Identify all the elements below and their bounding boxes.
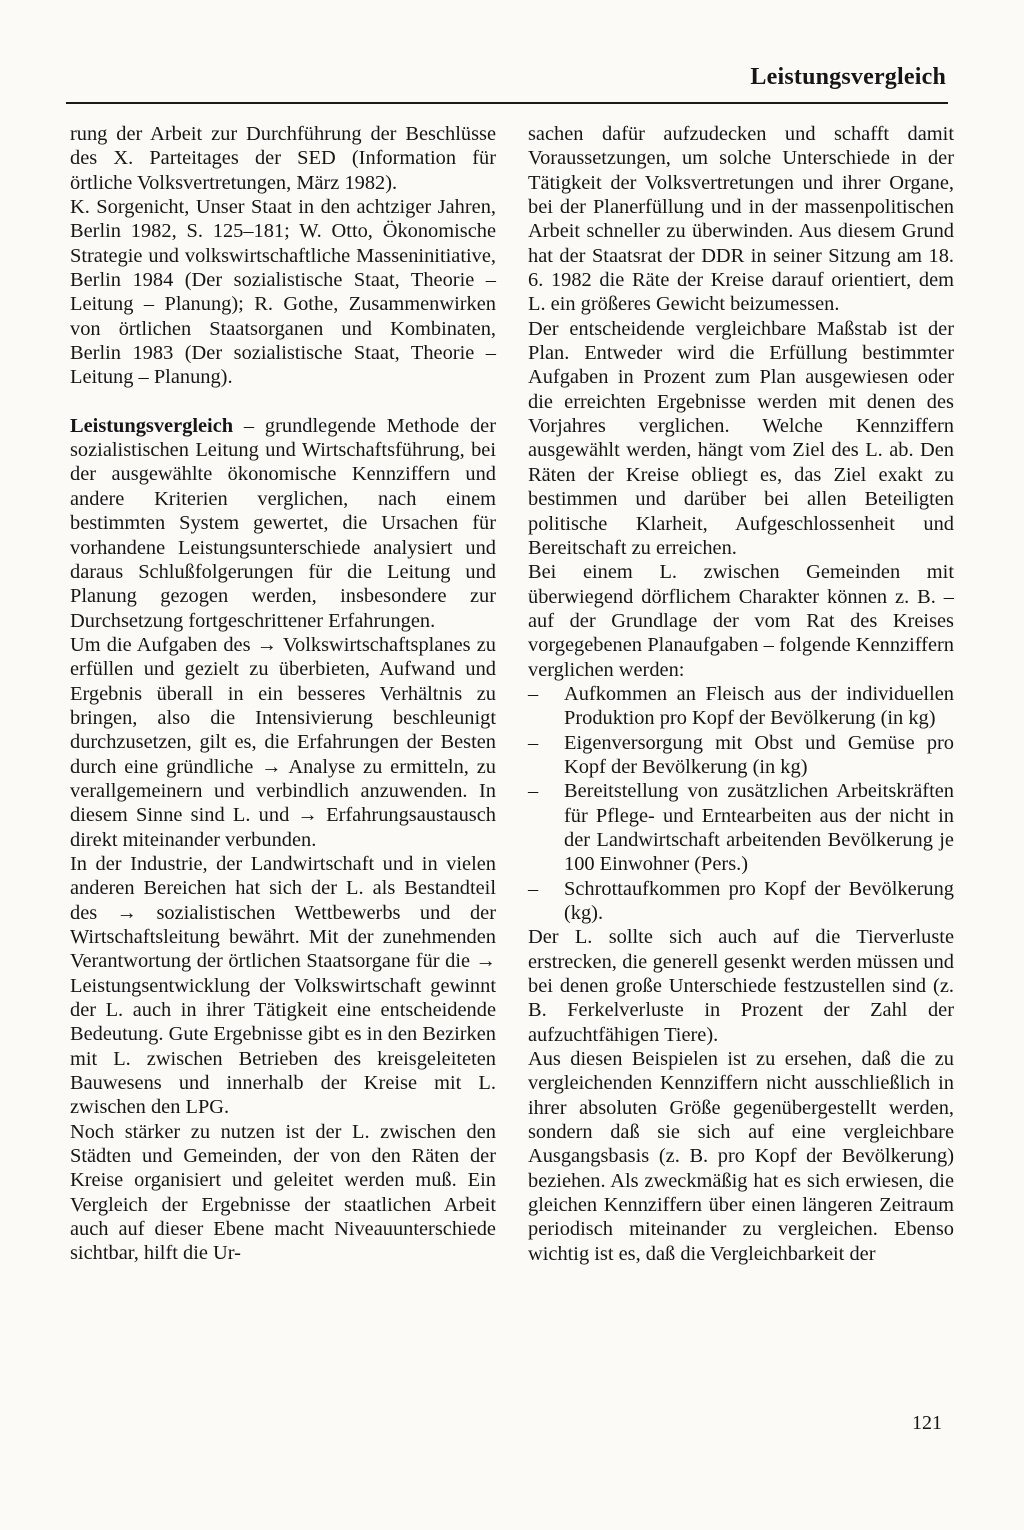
list-item (528, 731, 954, 780)
running-header (66, 62, 948, 104)
list-item (528, 779, 954, 876)
reference-paragraph: rung der Arbeit zur Durchführung der Beschlüsse des X. Parteitages der SED (Information für örtliche Volksvertretungen, März 1982). (70, 123, 496, 194)
indicator-list (528, 682, 954, 925)
list-dash: – (528, 682, 539, 705)
entry-paragraph (70, 414, 496, 633)
list-dash: – (528, 877, 539, 900)
list-item-text: Eigenversorgung mit Obst und Gemüse pro Kopf der Bevölkerung (in kg) (564, 731, 954, 778)
list-dash: – (528, 780, 539, 803)
reference-paragraph: K. Sorgenicht, Unser Staat in den achtziger Jahren, Berlin 1982, S. 125–181; W. Otto, Ökonomische Strategie und volkswirtschaftliche Masseninitiative, Berlin 1984 (Der sozialistische Staat, Theorie – Leitung – Planung); R. Gothe, Zusammenwirken von örtlichen Staatsorganen und Kombinaten, Berlin 1983 (Der sozialistische Staat, Theorie – Leitung – Planung). (70, 196, 496, 389)
running-header-title: Leistungsvergleich (750, 64, 946, 90)
body-paragraph: Noch stärker zu nutzen ist der L. zwischen den Städten und Gemeinden, der von den Räten der Kreise organisiert und geleitet werden muß. Ein Vergleich der Ergebnisse der staatlichen Arbeit auch auf dieser Ebene macht Niveauunterschiede sichtbar, hilft die Ur- (70, 1120, 496, 1265)
body-paragraph: Bei einem L. zwischen Gemeinden mit überwiegend dörflichem Charakter können z. B. – auf der Grundlage der vom Rat des Kreises vorgegebenen Planaufgaben – folgende Kennziffern verglichen werden: (528, 561, 954, 681)
paragraph-gap (70, 390, 496, 414)
entry-term: Leistungsvergleich (70, 414, 234, 437)
list-item-text: Bereitstellung von zusätzlichen Arbeitskräften für Pflege- und Erntearbeiten aus der nicht in der Landwirtschaft arbeitenden Bevölkerung je 100 Einwohner (Pers.) (564, 780, 954, 876)
body-paragraph: sachen dafür aufzudecken und schafft damit Voraussetzungen, um solche Unterschiede in der Tätigkeit der Volksvertretungen und ihrer Organe, bei der Planerfüllung und in der massenpolitischen Arbeit schneller zu überwinden. Aus diesem Grund hat der Staatsrat der DDR in seiner Sitzung am 18. 6. 1982 die Räte der Kreise darauf orientiert, dem L. ein größeres Gewicht beizumessen. (528, 123, 954, 316)
body-paragraph: Der entscheidende vergleichbare Maßstab ist der Plan. Entweder wird die Erfüllung bestimmter Aufgaben in Prozent zum Plan ausgewiesen oder die erreichten Ergebnisse werden mit denen des Vorjahres verglichen. Welche Kennziffern ausgewählt werden, hängt vom Ziel des L. ab. Den Räten der Kreise obliegt es, das Ziel exakt zu bestimmen und darüber bei allen Beteiligten politische Klarheit, Aufgeschlossenheit und Bereitschaft zu erreichen. (528, 317, 954, 559)
list-item (528, 877, 954, 926)
left-column (70, 122, 496, 1266)
list-item-text: Schrottaufkommen pro Kopf der Bevölkerung (kg). (564, 877, 954, 924)
body-paragraph: Aus diesen Beispielen ist zu ersehen, daß die zu vergleichenden Kennziffern nicht ausschließlich in ihrer absoluten Größe gegenübergestellt werden, sondern daß sie sich auf eine vergleichbare Ausgangsbasis (z. B. pro Kopf der Bevölkerung) beziehen. Als zweckmäßig hat es sich erwiesen, die gleichen Kennziffern über einen längeren Zeitraum periodisch miteinander zu vergleichen. Ebenso wichtig ist es, daß die Vergleichbarkeit der (528, 1048, 954, 1265)
entry-definition: – grundlegende Methode der sozialistischen Leitung und Wirtschaftsführung, bei der ausgewählte ökonomische Kennziffern und andere Kriterien verglichen, nach einem bestimmten System gewertet, die Ursachen für vorhandene Leistungsunterschiede analysiert und daraus Schlußfolgerungen für die Leitung und Planung gezogen werden, insbesondere zur Durchsetzung fortgeschrittener Erfahrungen. (70, 414, 496, 632)
list-item-text: Aufkommen an Fleisch aus der individuellen Produktion pro Kopf der Bevölkerung (in kg) (564, 682, 954, 730)
list-dash: – (528, 731, 539, 754)
right-column (528, 122, 954, 1266)
list-item (528, 682, 954, 731)
body-paragraph: In der Industrie, der Landwirtschaft und in vielen anderen Bereichen hat sich der L. als Bestandteil des → sozialistischen Wettbewerbs und der Wirtschaftsleitung bewährt. Mit der zunehmenden Verantwortung der örtlichen Staatsorgane für die → Leistungsentwicklung der Volkswirtschaft gewinnt der L. auch in ihrer Tätigkeit eine entscheidende Bedeutung. Gute Ergebnisse gibt es in den Bezirken mit L. zwischen Betrieben des kreisgeleiteten Bauwesens und innerhalb der Kreise mit L. zwischen den LPG. (70, 852, 496, 1119)
body-paragraph: Um die Aufgaben des → Volkswirtschaftsplanes zu erfüllen und gezielt zu überbieten, Aufwand und Ergebnis überall in ein besseres Verhältnis zu bringen, also die Intensivierung beschleunigt durchzusetzen, gilt es, die Erfahrungen der Besten durch eine gründliche → Analyse zu ermitteln, zu verallgemeinern und verbindlich anzuwenden. In diesem Sinne sind L. und → Erfahrungsaustausch direkt miteinander verbunden. (70, 633, 496, 851)
body-paragraph: Der L. sollte sich auch auf die Tierverluste erstrecken, die generell gesenkt werden müssen und bei denen große Unterschiede festzustellen sind (z. B. Ferkelverluste in Prozent der Zahl der aufzuchtfähigen Tiere). (528, 926, 954, 1046)
page-number: 121 (912, 1412, 942, 1434)
